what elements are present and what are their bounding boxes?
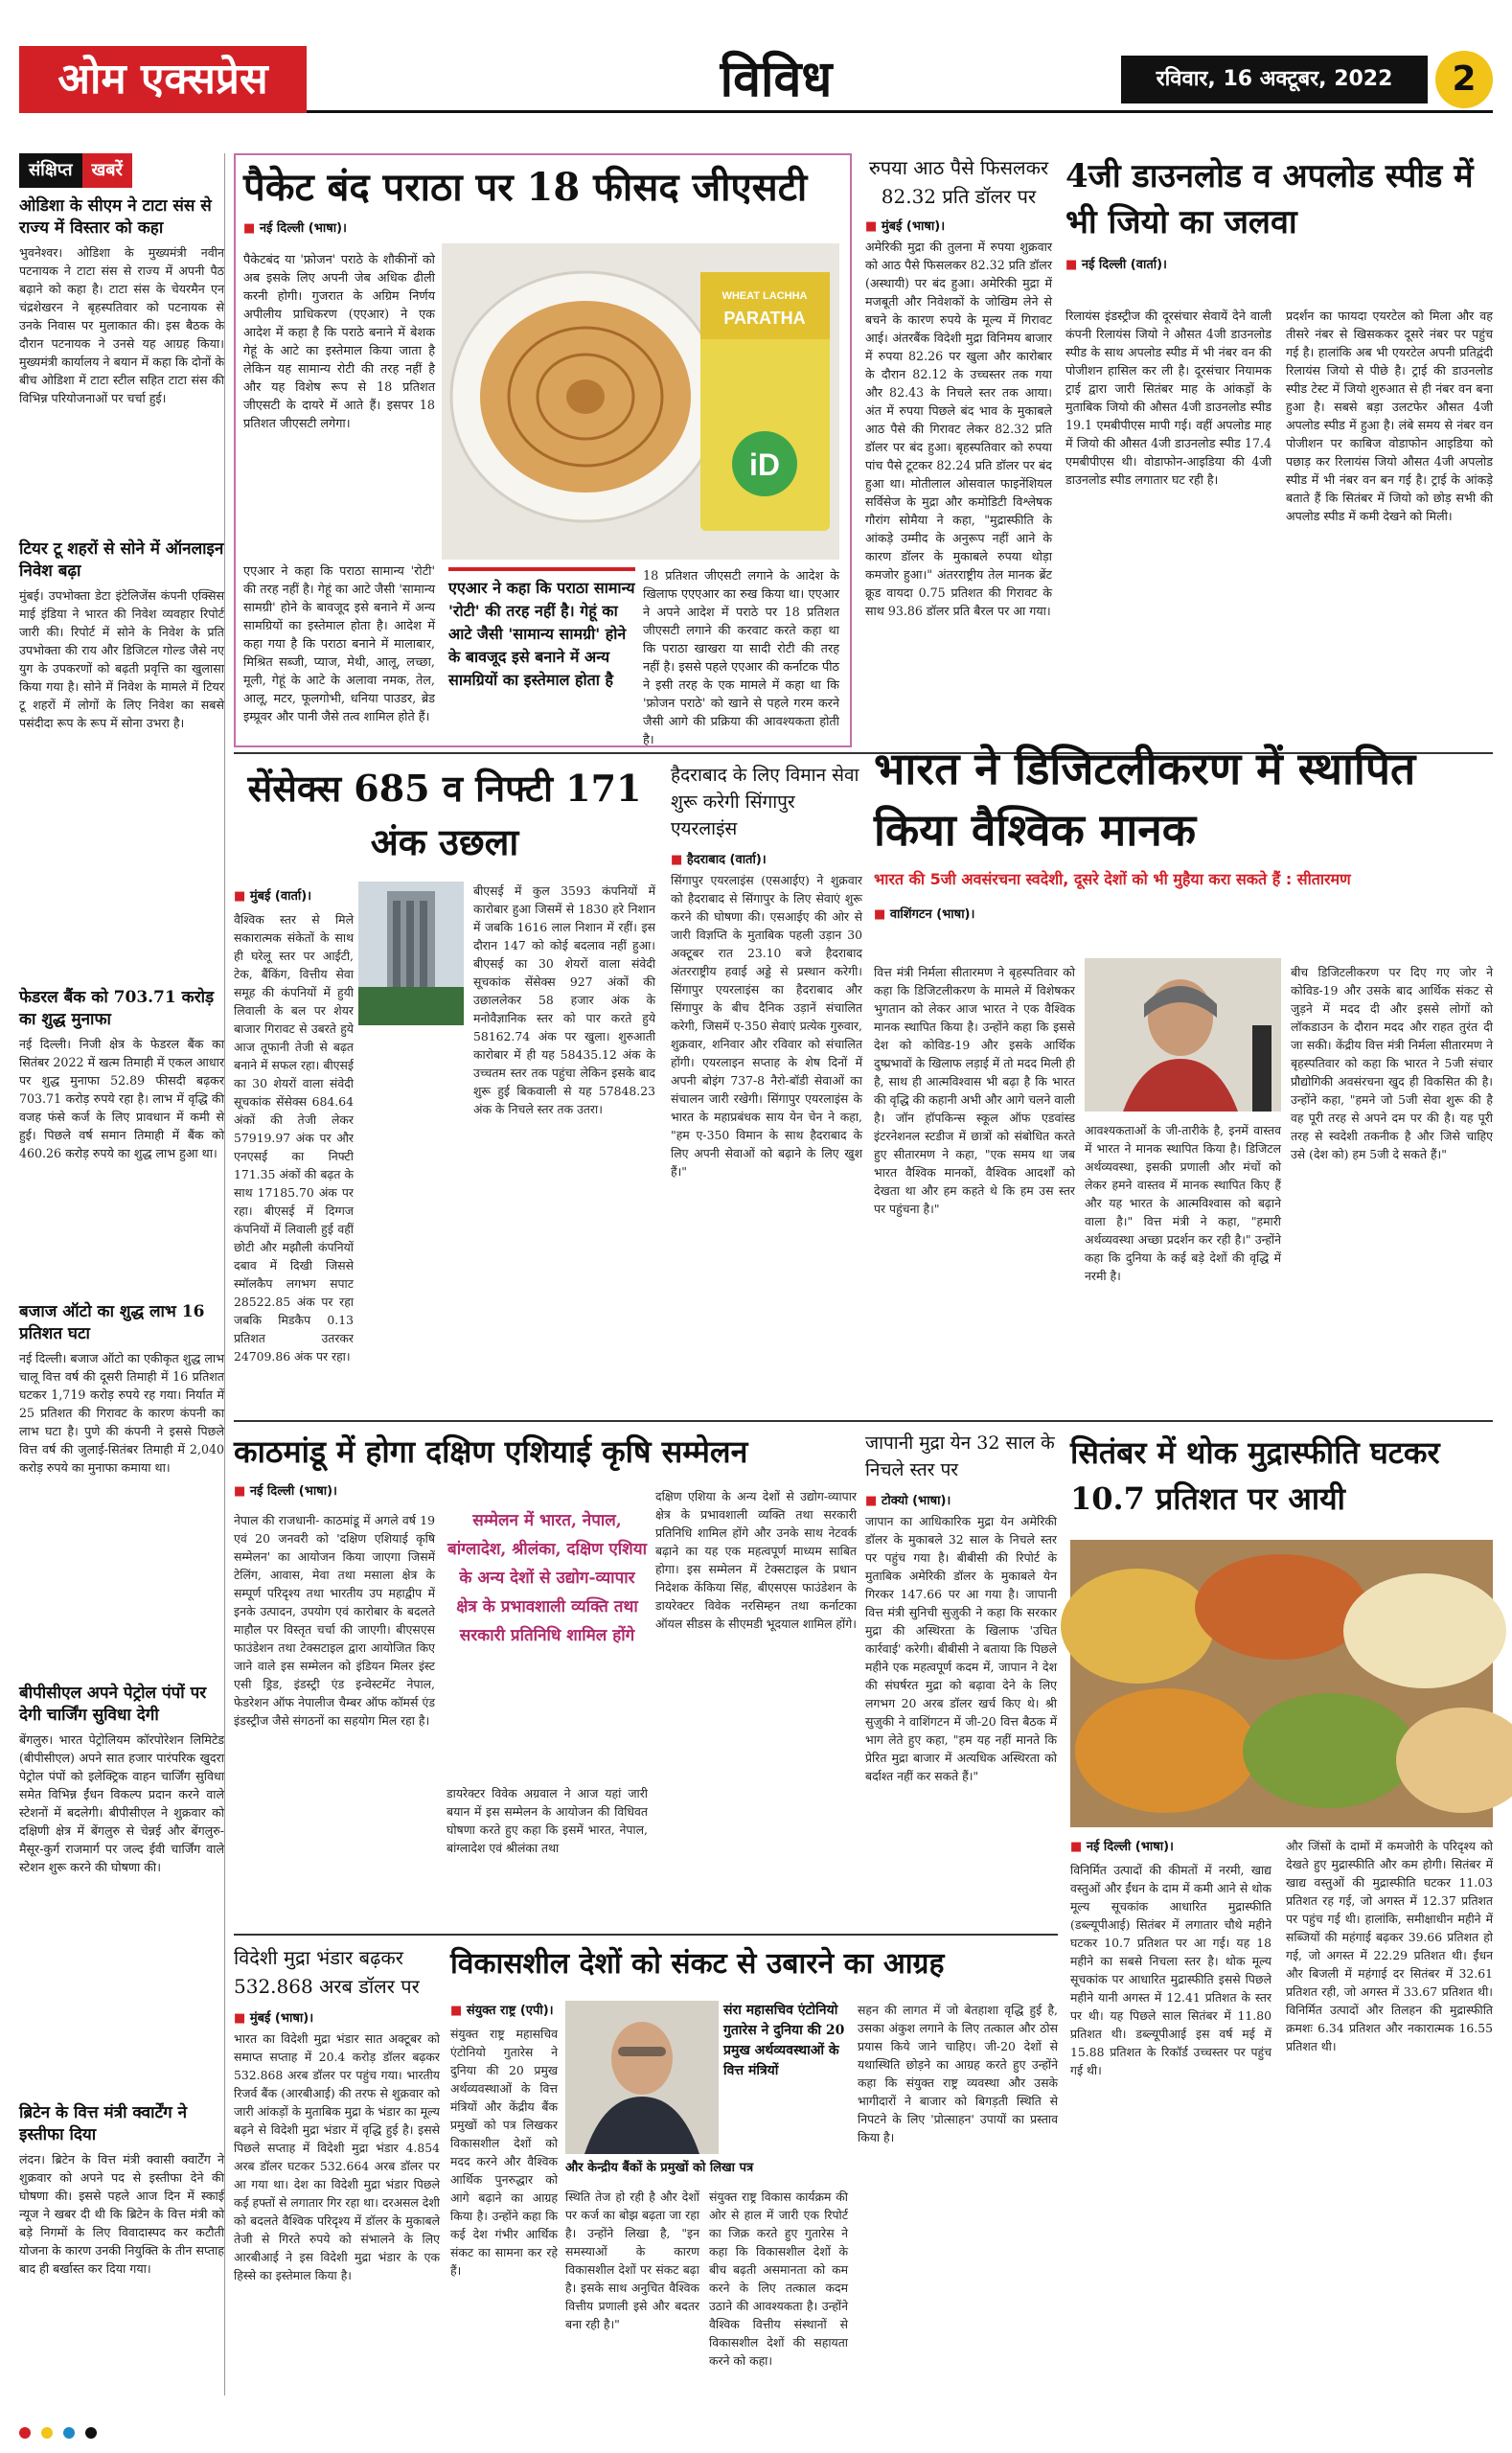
dateline: ■ मुंबई (वार्ता)।	[234, 886, 311, 904]
paragraph: संयुक्त राष्ट्र महासचिव एंटोनियो गुतारेस ने दुनिया की 20 प्रमुख अर्थव्यवस्थाओं के वित्त मंत्रियों और केंद्रीय बैंक प्रमुखों को पत्र लिखकर विकासशील देशों को मदद करने और वैश्विक आर्थिक पुनरुद्धार को आगे बढ़ाने का आग्रह किया है। उन्होंने कहा कि कई देश गंभीर आर्थिक संकट का सामना कर रहे हैं।	[450, 2027, 558, 2278]
grain-sacks-illustration	[1070, 1540, 1493, 1827]
packet-logo: iD	[749, 447, 780, 482]
article-body	[473, 882, 655, 1409]
paragraph: नेपाल की राजधानी- काठमांडू में अगले वर्ष 19 एवं 20 जनवरी को 'दक्षिण एशियाई कृषि सम्मेलन' का आयोजन किया जाएगा जिसमें टेलिंग, आवास, मेवा तथा मसाला क्षेत्र के सम्पूर्ण परिदृश्य तथा भारतीय उप महाद्वीप में इनके उत्पादन, उपयोग एवं कारोबार के बदलते माहौल पर विस्तृत चर्चा की जाएगी। बीएसएस फाउंडेशन तथा टेक्सटाइल द्वारा आयोजित किए जाने वाले इस सम्मेलन को इंडियन मिलर इंस्ट एसी ड्रिड, इंडस्ट्री एंड इन्वेस्टमेंट नेपाल, फेडरेशन ऑफ नेपालीज चैम्बर ऑफ कॉमर्स एंड इंडस्ट्रीज जैसे संगठनों का सहयोग मिल रहा है।	[234, 1513, 435, 1728]
rupee-story	[865, 153, 1052, 738]
headline: जापानी मुद्रा येन 32 साल के निचले स्तर पर	[865, 1433, 1055, 1480]
section-title: विविध	[720, 50, 833, 108]
briefs-tag-label: संक्षिप्त	[19, 153, 82, 188]
brief-item	[19, 195, 224, 531]
article-body	[450, 2025, 558, 2413]
paratha-photo	[442, 243, 839, 560]
brief-item	[19, 987, 224, 1294]
masthead	[19, 46, 1493, 113]
headline: हैदराबाद के लिए विमान सेवा शुरू करेगी सिंगापुर एयरलाइंस	[671, 765, 859, 839]
jio-story	[1065, 153, 1493, 738]
article-body	[1065, 307, 1271, 728]
article-body	[234, 910, 354, 1409]
article-body: भारत का विदेशी मुद्रा भंडार सात अक्टूबर को समाप्त सप्ताह में 20.4 करोड़ डॉलर बढ़कर 532.868 अरब डॉलर पर पहुंच गया। भारतीय रिजर्व बैंक (आरबीआई) की तरफ से शुक्रवार को जारी आंकड़ों के मुताबिक मुद्रा के भंडार का मूल्य बढ़ने से विदेशी मुद्रा भंडार में वृद्धि हुई है। इससे पिछले सप्ताह में विदेशी मुद्रा भंडार 4.854 अरब डॉलर घटकर 532.664 अरब डॉलर पर आ गया था। देश का विदेशी मुद्रा भंडार पिछले कई हफ्तों से लगातार गिर रहा था। दरअसल देशी को बदलते वैश्विक परिदृश्य में डॉलर के मुकाबले तेजी से गिरते रुपये को संभालने के लिए आरबीआई ने इस विदेशी मुद्रा भंडार के एक हिस्से का इस्तेमाल किया है।	[234, 2031, 440, 2282]
paragraph: एएआर ने कहा कि पराठा सामान्य 'रोटी' की तरह नहीं है। गेहूं का आटे जैसी 'सामान्य सामग्री' होने के बावजूद इसे बनाने में अन्य सामग्रियों का इस्तेमाल होता है। आदेश में कहा गया है कि पराठा बनाने में मालाबार, मिश्रित सब्जी, प्याज, मेथी, आलू, लच्छा, मूली, गेहूं के आटे के अलावा नमक, तेल, आलू, मटर, फूलगोभी, धनिया पाउडर, ब्रेड इम्प्रूवर और पानी जैसे तत्व शामिल होते हैं।	[243, 564, 435, 724]
brief-title: ब्रिटेन के वित्त मंत्री क्वार्टेंग ने इस्तीफा दिया	[19, 2103, 188, 2144]
paratha-illustration	[442, 243, 839, 560]
brief-title: बजाज ऑटो का शुद्ध लाभ 16 प्रतिशत घटा	[19, 1302, 205, 1343]
headline: रुपया आठ पैसे फिसलकर 82.32 प्रति डॉलर पर	[868, 156, 1049, 208]
color-dot	[85, 2427, 97, 2439]
brief-title: ओडिशा के सीएम ने टाटा संस से राज्य में विस्तार को कहा	[19, 196, 212, 238]
dateline: ■ हैदराबाद (वार्ता)।	[671, 850, 862, 867]
brief-item	[19, 2102, 224, 2438]
headline: विकासशील देशों को संकट से उबारने का आग्रह	[450, 1947, 945, 1981]
color-dot	[19, 2427, 31, 2439]
page-number: 2	[1435, 51, 1493, 108]
paragraph: 18 प्रतिशत जीएसटी लगाने के आदेश के खिलाफ एएएआर का रुख किया था। एएआर ने अपने आदेश में पराठे पर 18 प्रतिशत जीएसटी लगाने की करवाट करते कहा था कि पराठा खाखरा या सादी रोटी की तरह नहीं है। इससे पहले एएआर की कर्नाटक पीठ ने इसी तरह के एक मामले में कहा था कि 'फ्रोजन पराठे' को खाने से पहले गरम करने जैसी आगे की प्रक्रिया की आवश्यकता होती है।	[643, 569, 839, 747]
dateline: ■ टोक्यो (भाषा)।	[865, 1491, 1057, 1508]
portrait-illustration	[1085, 958, 1281, 1112]
developing-countries-story	[450, 1943, 1058, 2418]
article-body	[1070, 1861, 1271, 2412]
article-body	[709, 2188, 848, 2413]
brief-body: नई दिल्ली। निजी क्षेत्र के फेडरल बैंक का सितंबर 2022 में खत्म तिमाही में एकल आधार पर शुद्ध मुनाफा 52.89 फीसदी बढ़कर 703.71 करोड़ रुपये रहा है। लाभ में वृद्धि की वजह फंसे कर्ज के लिए प्रावधान में कमी से हुई। पिछले वर्ष समान तिमाही में बैंक को 460.26 करोड़ रुपये का शुद्ध लाभ हुआ था।	[19, 1037, 224, 1160]
deck: भारत की 5जी अवसंरचना स्वदेशी, दूसरे देशों को भी मुहैया करा सकते हैं : सीतारमण	[874, 870, 1351, 888]
brief-body: भुवनेश्वर। ओडिशा के मुख्यमंत्री नवीन पटनायक ने टाटा संस से राज्य में अपनी पैठ बढ़ाने को कहा है। टाटा संस के चेयरमैन एन चंद्रशेखरन ने बृहस्पतिवार को पटनायक से उनके निवास पर मुलाकात की। इस बैठक के दौरान पटनायक ने उनसे यह आग्रह किया। मुख्यमंत्री कार्यालय ने बयान में कहा कि दोनों के बीच ओडिशा में टाटा स्टील सहित टाटा संस की विभिन्न परियोजनाओं पर चर्चा हुई।	[19, 245, 224, 405]
caption-text: संरा महासचिव एंटोनियो गुतारेस ने दुनिया की 20 प्रमुख अर्थव्यवस्थाओं के वित्त मंत्रियों	[723, 2003, 845, 2078]
paragraph: दक्षिण एशिया के अन्य देशों से उद्योग-व्यापार क्षेत्र के प्रभावशाली व्यक्ति तथा सरकारी प्रतिनिधि शामिल होंगे और उनके साथ नेटवर्क बढ़ाने का यह एक महत्वपूर्ण माध्यम साबित होगा। इस सम्मेलन में टेक्सटाइल के प्रधान निदेशक केंकिया सिंह, बीएसएस फाउंडेशन के डायरेक्टर विवेक नरसिम्हन तथा कर्नाटका ऑयल सीडस के सीएमडी भूदयाल शामिल होंगे।	[655, 1489, 857, 1631]
headline: भारत ने डिजिटलीकरण में स्थापित किया वैश्विक मानक	[874, 743, 1416, 856]
brief-item	[19, 539, 224, 979]
article-body	[858, 2001, 1058, 2413]
news-briefs-column	[19, 153, 225, 2396]
paragraph: पैकेटबंद या 'फ्रोजन' पराठे के शौकीनों को अब इसके लिए अपनी जेब अधिक ढीली करनी होगी। गुजरात के अग्रिम निर्णय अपीलीय प्राधिकरण (एएआर) ने एक आदेश में कहा है कि पराठे बनाने में बेशक गेहूं के आटे का इस्तेमाल किया जाता है लेकिन यह सामान्य रोटी की तरह नहीं है और यह विशेष रूप से 18 प्रतिशत जीएसटी के दायरे में आते हैं। इसपर 18 प्रतिशत जीएसटी लगेगा।	[243, 253, 435, 431]
sensex-story	[234, 762, 655, 1413]
paragraph: वैश्विक स्तर से मिले सकारात्मक संकेतों के साथ ही घरेलू स्तर पर आईटी, टेक, बैंकिंग, वित्तीय सेवा समूह की कंपनियों में हुयी लिवाली के बल पर शेयर बाजार गिरावट से उबरते हुये आज तूफानी तेजी से बढ़त बनाने में सफल रहा। बीएसई का 30 शेयरों वाला संवेदी सूचकांक सेंसेक्स 684.64 अंकों की तेजी लेकर 57919.97 अंक पर और एनएसई का निफ्टी 171.35 अंकों की बढ़त के साथ 17185.70 अंक पर रहा। बीएसई में दिग्गज कंपनियों में लिवाली हुई वहीं छोटी और मझौली कंपनियों दबाव में दिखी जिससे स्मॉलकैप लगभग सपाट 28522.85 अंक पर रहा जबकि मिडकैप 0.13 प्रतिशत उतरकर 24709.86 अंक पर रहा।	[234, 912, 354, 1364]
article-body	[447, 1784, 648, 1923]
paragraph: बीच डिजिटलीकरण पर दिए गए जोर ने कोविड-19 और उसके बाद आर्थिक संकट से जुड़ने में मदद दी और इससे लोगों को लॉकडाउन के दौरान मदद और राहत तुरंत दी जा सकी। केंद्रीय वित्त मंत्री निर्मला सीतारमण ने बृहस्पतिवार को कहा कि भारत ने 5जी संचार प्रौद्योगिकी अवसंरचना खुद ही विकसित की है। उन्होंने कहा, "हमने जो 5जी सेवा शुरू की है वह पूरी तरह से अपने दम पर की है। यह पूरी तरह से स्वदेशी तकनीक है और जिसे चाहिए उसे (देश को) हम 5जी दे सकते हैं।"	[1291, 965, 1493, 1161]
dateline: ■ संयुक्त राष्ट्र (एपी)।	[450, 2001, 554, 2018]
article-body	[1286, 1837, 1493, 2412]
dateline: ■ नई दिल्ली (भाषा)।	[1070, 1837, 1174, 1854]
color-dot	[41, 2427, 53, 2439]
packet-brand: WHEAT LACHHA	[722, 290, 808, 302]
brief-title: फेडरल बैंक को 703.71 करोड़ का शुद्ध मुनाफा	[19, 988, 215, 1029]
portrait-illustration	[565, 2001, 719, 2154]
brief-body: नई दिल्ली। बजाज ऑटो का एकीकृत शुद्ध लाभ चालू वित्त वर्ष की दूसरी तिमाही में 16 प्रतिशत घटकर 1,719 करोड़ रुपये रह गया। निर्यात में 25 प्रतिशत की गिरावट के कारण कंपनी का लाभ घटा है। पुणे की कंपनी ने इससे पिछले वित्त वर्ष की जुलाई-सितंबर तिमाही में 2,040 करोड़ रुपये का मुनाफा कमाया था।	[19, 1351, 224, 1475]
dateline: ■ नई दिल्ली (वार्ता)।	[1065, 255, 1493, 272]
dateline: ■ नई दिल्ली (भाषा)।	[243, 218, 842, 236]
color-dot	[63, 2427, 75, 2439]
pulses-photo	[1070, 1540, 1493, 1827]
headline: विदेशी मुद्रा भंडार बढ़कर 532.868 अरब डॉलर पर	[234, 1946, 420, 1998]
brief-body: मुंबई। उपभोक्ता डेटा इंटेलिजेंस कंपनी एक्सिस माई इंडिया ने भारत की निवेश व्यवहार रिपोर्ट जारी की। रिपोर्ट में सोने के निवेश के प्रति उपभोक्ता की राय और डिजिटल गोल्ड जैसे नए युग के उपकरणों को बढ़ती प्रवृत्ति का खुलासा किया गया है। सोने में निवेश के मामले में टियर टू शहरों में लोगों के लिए निवेश का सबसे पसंदीदा रूप के रूप में सोना उभरा है।	[19, 588, 224, 730]
article-body	[874, 963, 1075, 1409]
pull-quote	[448, 567, 635, 740]
paragraph: आवश्यकताओं के जी-तारीके है, इनमें वास्तव में भारत ने मानक स्थापित किया है। डिजिटल अर्थव्यवस्था, इसकी प्रणाली और मंचों को लेकर हमने वास्तव में मानक स्थापित किए हैं और यह भारत के आत्मविश्वास को बढ़ाने वाला है।" वित्त मंत्री ने कहा, "हमारी अर्थव्यवस्था अच्छा प्रदर्शन कर रही है।" उन्होंने कहा कि दुनिया के कई बड़े देशों की वृद्धि में नरमी है।	[1085, 1123, 1281, 1283]
print-registration-marks	[19, 2424, 1493, 2438]
article-body	[643, 567, 839, 747]
headline: काठमांडू में होगा दक्षिण एशियाई कृषि सम्मेलन	[234, 1433, 748, 1470]
briefs-tag-label-2: खबरें	[82, 153, 132, 188]
brief-item	[19, 1301, 224, 1675]
dateline: ■ मुंबई (भाषा)।	[234, 2008, 440, 2026]
article-body	[655, 1487, 857, 1923]
paper-logo: ओम एक्सप्रेस	[19, 46, 307, 113]
article-body	[1085, 1121, 1281, 1409]
dateline: ■ वाशिंगटन (भाषा)।	[874, 905, 1493, 922]
paragraph: संयुक्त राष्ट्र विकास कार्यक्रम की ओर से हाल में जारी एक रिपोर्ट का जिक्र करते हुए गुतारेस ने कहा कि विकासशील देशों के बीच बढ़ती असमानता को कम करने के लिए तत्काल कदम उठाने की आवश्यकता है। उन्होंने वैश्विक वित्तीय संस्थानों से विकासशील देशों की सहायता करने को कहा।	[709, 2189, 848, 2368]
photo-caption-bottom: और केन्द्रीय बैंकों के प्रमुखों को लिखा पत्र	[565, 2161, 754, 2175]
article-body	[1291, 963, 1493, 1409]
article-body	[565, 2188, 699, 2413]
paragraph: बीएसई में कुल 3593 कंपनियों में कारोबार हुआ जिसमें से 1830 हरे निशान में जबकि 1616 लाल निशान में रहीं। इस दौरान 147 को कोई बदलाव नहीं हुआ। बीएसई का 30 शेयरों वाला संवेदी सूचकांक सेंसेक्स 927 अंकों की उछाललेकर 58 हजार अंक के मनोवैज्ञानिक स्तर को पार करते हुये 58162.74 अंक पर खुला। शुरुआती कारोबार में ही यह 58435.12 अंक के उच्चतम स्तर तक पहुंचा लेकिन इसके बाद शुरू हुई बिकवाली से यह 57848.23 अंक के निचले स्तर तक उतरा।	[473, 883, 655, 1116]
paragraph: स्थिति तेज हो रही है और देशों पर कर्ज का बोझ बढ़ता जा रहा है। उन्होंने लिखा है, "इन समस्याओं के कारण विकासशील देशों पर संकट बढ़ा है। इसके साथ अनुचित वैश्विक वित्तीय प्रणाली इसे और बदतर बना रही है।"	[565, 2189, 699, 2331]
section-divider	[234, 1934, 1058, 1936]
section-divider	[234, 1420, 1493, 1422]
sitharaman-photo	[1085, 958, 1281, 1112]
briefs-tag	[19, 153, 224, 188]
paratha-story	[234, 153, 852, 747]
headline: सितंबर में थोक मुद्रास्फीति घटकर 10.7 प्रतिशत पर आयी	[1070, 1434, 1440, 1517]
article-body	[243, 562, 435, 740]
paragraph: डायरेक्टर विवेक अग्रवाल ने आज यहां जारी बयान में इस सम्मेलन के आयोजन की विधिवत घोषणा करते हुए कहा कि इसमें भारत, नेपाल, बांग्लादेश एवं श्रीलंका तथा	[447, 1786, 648, 1855]
paragraph: विनिर्मित उत्पादों की कीमतों में नरमी, खाद्य वस्तुओं और ईंधन के दाम में कमी आने से थोक मूल्य सूचकांक आधारित मुद्रास्फीति (डब्ल्यूपीआई) सितंबर में लगातार चौथे महीने घटकर 10.7 प्रतिशत पर आ गई। यह 18 महीने का सबसे निचला स्तर है। थोक मूल्य सूचकांक पर आधारित मुद्रास्फीति इससे पिछले महीने यानी अगस्त में 12.41 प्रतिशत के स्तर पर थी। यह पिछले साल सितंबर में 11.80 प्रतिशत थी। डब्ल्यूपीआई इस वर्ष मई में 15.88 प्रतिशत के रिकॉर्ड उच्चस्तर पर पहुंच गई थी।	[1070, 1863, 1271, 2077]
paragraph: वित्त मंत्री निर्मला सीतारमण ने बृहस्पतिवार को कहा कि डिजिटलीकरण के मामले में विशेषकर भुगतान को लेकर आज भारत ने एक वैश्विक मानक स्थापित किया है। उन्होंने कहा कि इससे देश को कोविड-19 और इसके आर्थिक दुष्प्रभावों के खिलाफ लड़ाई में तो मदद मिली ही है, साथ ही आत्मविश्वास भी बढ़ा है कि भारत की वृद्धि की कहानी अभी और आगे चलने वाली है। जॉन हॉपकिन्स स्कूल ऑफ एडवांस्ड इंटरनेशनल स्टडीज में छात्रों को संबोधित करते हुए सीतारमण ने कहा, "एक समय था जब भारत वैश्विक मानकों, वैश्विक आदर्शों को देखता था और हम कहते थे कि हम उस स्तर पर पहुंचना है।"	[874, 965, 1075, 1216]
article-body: सिंगापुर एयरलाइंस (एसआईए) ने शुक्रवार को हैदराबाद से सिंगापुर के लिए सेवाएं शुरू करने की घोषणा की। एसआईए की ओर से जारी विज्ञप्ति के मुताबिक पहली उड़ान 30 अक्टूबर रात 23.10 बजे हैदराबाद अंतरराष्ट्रीय हवाई अड्डे से प्रस्थान करेगी। सिंगापुर एयरलाइंस का हैदराबाद और सिंगापुर के बीच दैनिक उड़ानें संचालित करेगी, जिसमें ए-350 सेवाएं प्रत्येक गुरुवार, शुक्रवार, शनिवार और रविवार को संचालित होंगी। एयरलाइन सप्ताह के शेष दिनों में अपनी बोइंग 737-8 नैरो-बॉडी सेवाओं का संचालन जारी रखेगी। सिंगापुर एयरलाइंस के भारत के महाप्रबंधक साय येन चेन ने कहा, "हम ए-350 विमान के साथ हैदराबाद के लिए अपनी सेवाओं को बढ़ाने के लिए खुश हैं।"	[671, 873, 862, 1179]
article-body	[1286, 307, 1493, 728]
brief-body: लंदन। ब्रिटेन के वित्त मंत्री क्वासी क्वार्टेंग ने शुक्रवार को अपने पद से इस्तीफा देने की घोषणा की। इससे पहले आज दिन में स्काई न्यूज ने खबर दी थी कि ब्रिटेन के वित्त मंत्री को बड़े निगमों के लिए विवादास्पद कर कटौती योजना के कारण उनकी नियुक्ति के तीन सप्ताह बाद ही बर्खास्त कर दिया गया।	[19, 2152, 224, 2276]
kathmandu-story	[234, 1430, 857, 1928]
headline: 4जी डाउनलोड व अपलोड स्पीड में भी जियो का जलवा	[1065, 157, 1474, 241]
article-body	[243, 251, 435, 558]
article-body	[234, 1511, 435, 1923]
pull-quote	[447, 1506, 648, 1775]
inflation-story	[1070, 1430, 1493, 2417]
packet-name: PARATHA	[723, 309, 806, 328]
dateline: ■ मुंबई (भाषा)।	[865, 217, 1052, 234]
guterres-photo	[565, 2001, 719, 2154]
headline: पैकेट बंद पराठा पर 18 फीसद जीएसटी	[243, 165, 808, 210]
brief-body: बेंगलुरु। भारत पेट्रोलियम कॉरपोरेशन लिमिटेड (बीपीसीएल) अपने सात हजार पारंपरिक खुदरा पेट्रोल पंपों को इलेक्ट्रिक वाहन चार्जिंग सुविधा समेत विभिन्न ईंधन विकल्प प्रदान करने वाले स्टेशनों में बदलेगी। बीपीसीएल ने शुक्रवार को दक्षिणी क्षेत्र में बेंगलुरु से चेन्नई और बेंगलुरु-मैसूर-कुर्ग राजमार्ग पर जल्द ईवी चार्जिंग वाले स्टेशन शुरू करने की घोषणा की।	[19, 1732, 224, 1874]
article-body: जापान का आधिकारिक मुद्रा येन अमेरिकी डॉलर के मुकाबले 32 साल के निचले स्तर पर पहुंच गया है। बीबीसी की रिपोर्ट के मुताबिक अमेरिकी डॉलर के मुकाबले येन गिरकर 147.66 पर आ गया है। जापानी वित्त मंत्री सुनिची सुज़ुकी ने कहा कि सरकार मुद्रा की अस्थिरता के खिलाफ 'उचित कार्रवाई' करेगी। बीबीसी ने बताया कि पिछले महीने एक महत्वपूर्ण कदम में, जापान ने देश की संघर्षरत मुद्रा को बढ़ावा देने के लिए लगभग 20 अरब डॉलर खर्च किए थे। श्री सुज़ुकी ने वाशिंगटन में जी-20 वित्त बैठक में भाग लेते हुए कहा, "हम यह नहीं मानते कि प्रेरित मुद्रा बाजार में अत्यधिक अस्थिरता को बर्दाश्त नहीं कर सकते हैं।"	[865, 1514, 1057, 1783]
stock-exchange-photo	[358, 882, 464, 1025]
paragraph: और जिंसों के दामों में कमजोरी के परिदृश्य को देखते हुए मुद्रास्फीति और कम होगी। सितंबर में खाद्य वस्तुओं की मुद्रास्फीति घटकर 11.03 प्रतिशत रह गई, जो अगस्त में 12.37 प्रतिशत पर पहुंच गई थी। हालांकि, समीक्षाधीन महीने में सब्जियों की महंगाई बढ़कर 39.66 प्रतिशत हो गई, जो अगस्त में 22.29 प्रतिशत थी। ईंधन और बिजली में महंगाई दर सितंबर में 32.61 प्रतिशत रही, जो अगस्त में 33.67 प्रतिशत थी। विनिर्मित उत्पादों और तिलहन की मुद्रास्फीति क्रमशः 6.34 प्रतिशत और नकारात्मक 16.55 प्रतिशत थी।	[1286, 1839, 1493, 2053]
headline: सेंसेक्स 685 व निफ्टी 171 अंक उछला	[247, 767, 642, 863]
brief-title: टियर टू शहरों से सोने में ऑनलाइन निवेश बढ़ा	[19, 539, 224, 581]
dateline: ■ नई दिल्ली (भाषा)।	[234, 1481, 857, 1499]
photo-caption	[723, 2001, 848, 2159]
building-illustration	[358, 882, 464, 1025]
yen-story	[865, 1430, 1057, 1928]
forex-story	[234, 1943, 440, 2418]
pull-quote-text: सम्मेलन में भारत, नेपाल, बांग्लादेश, श्रीलंका, दक्षिण एशिया के अन्य देशों से उद्योग-व्यापार क्षेत्र के प्रभावशाली व्यक्ति तथा सरकारी प्रतिनिधि शामिल होंगे	[447, 1511, 647, 1645]
digital-story	[874, 738, 1493, 1413]
issue-date: रविवार, 16 अक्टूबर, 2022	[1121, 56, 1428, 103]
paragraph: सहन की लागत में जो बेतहाशा वृद्धि हुई है, उसका अंकुश लगाने के लिए तत्काल और ठोस प्रयास किये जाने चाहिए। जी-20 देशों से यथास्थिति छोड़ने का आग्रह करते हुए उन्होंने कहा कि संयुक्त राष्ट्र व्यवस्था और उसके भागीदारों ने बाजार को बिगड़ती स्थिति से निपटने के लिए 'प्रोत्साहन' उपायों का प्रस्ताव किया है।	[858, 2003, 1058, 2144]
brief-title: बीपीसीएल अपने पेट्रोल पंपों पर देगी चार्जिंग सुविधा देगी	[19, 1684, 207, 1725]
paragraph: रिलायंस इंडस्ट्रीज की दूरसंचार सेवायें देने वाली कंपनी रिलायंस जियो ने औसत 4जी डाउनलोड स्पीड के साथ अपलोड स्पीड में भी नंबर वन की पोजीशन हासिल कर ली है। दूरसंचार नियामक ट्राई द्वारा जारी सितंबर माह के आंकड़ों के मुताबिक जियो की औसत 4जी डाउनलोड स्पीड 19.1 एमबीपीएस मापी गई। वहीं अपलोड माह में जियो की औसत 4जी डाउनलोड स्पीड 17.4 एमबीपीएस थी। वोडाफोन-आइडिया की 4जी डाउनलोड स्पीड लगातार घट रही है।	[1065, 309, 1271, 487]
pull-quote-text: एएआर ने कहा कि पराठा सामान्य 'रोटी' की तरह नहीं है। गेहूं का आटे जैसी 'सामान्य सामग्री' होने के बावजूद इसे बनाने में अन्य सामग्रियों का इस्तेमाल होता है	[448, 579, 635, 689]
hyderabad-story	[671, 762, 862, 1413]
article-body: अमेरिकी मुद्रा की तुलना में रुपया शुक्रवार को आठ पैसे फिसलकर 82.32 प्रति डॉलर (अस्थायी) पर बंद हुआ। अमेरिकी मुद्रा में मजबूती और निवेशकों के जोखिम लेने से बचने के कारण रुपये के मूल्य में गिरावट आई। अंतरबैंक विदेशी मुद्रा विनिमय बाजार में रुपया 82.26 पर खुला और कारोबार के दौरान 82.12 के उच्चस्तर तक गया और 82.43 के निचले स्तर तक आया। अंत में रुपया पिछले बंद भाव के मुकाबले आठ पैसे की गिरावट लेकर 82.32 प्रति डॉलर पर बंद हुआ। बृहस्पतिवार को रुपया पांच पैसे टूटकर 82.24 प्रति डॉलर पर बंद हुआ था। मोतीलाल ओसवाल फाइनेंशियल सर्विसेज के मुद्रा और कमोडिटी विश्लेषक गौरांग सोमैया ने कहा, "मुद्रास्फीति के आंकड़े उम्मीद के अनुरूप नहीं आने के कारण डॉलर के मुकाबले रुपया थोड़ा कमजोर हुआ।" अंतरराष्ट्रीय तेल मानक ब्रेंट क्रूड वायदा 0.75 प्रतिशत की गिरावट के साथ 93.86 डॉलर प्रति बैरल पर आ गया।	[865, 240, 1053, 618]
brief-item	[19, 1683, 224, 2095]
paragraph: प्रदर्शन का फायदा एयरटेल को मिला और वह तीसरे नंबर से खिसककर दूसरे नंबर पर पहुंच गई है। हालांकि अब भी एयरटेल अपनी प्रतिद्वंदी रिलायंस जियो से पीछे है। ट्राई की डाउनलोड स्पीड टेस्ट में जियो शुरुआत से ही नंबर वन बना हुआ है। सबसे बड़ा उलटफेर औसत 4जी अपलोड स्पीड में हुआ है। लंबे समय से नंबर वन पोजीशन पर काबिज वोडाफोन आइडिया को पछाड़ कर रिलायंस जियो औसत 4जी अपलोड स्पीड में भी नंबर वन बन गई है। ट्राई के आंकड़े बताते हैं कि सितंबर में जियो को छोड़ सभी की अपलोड स्पीड में कमी देखने को मिली।	[1286, 309, 1493, 523]
